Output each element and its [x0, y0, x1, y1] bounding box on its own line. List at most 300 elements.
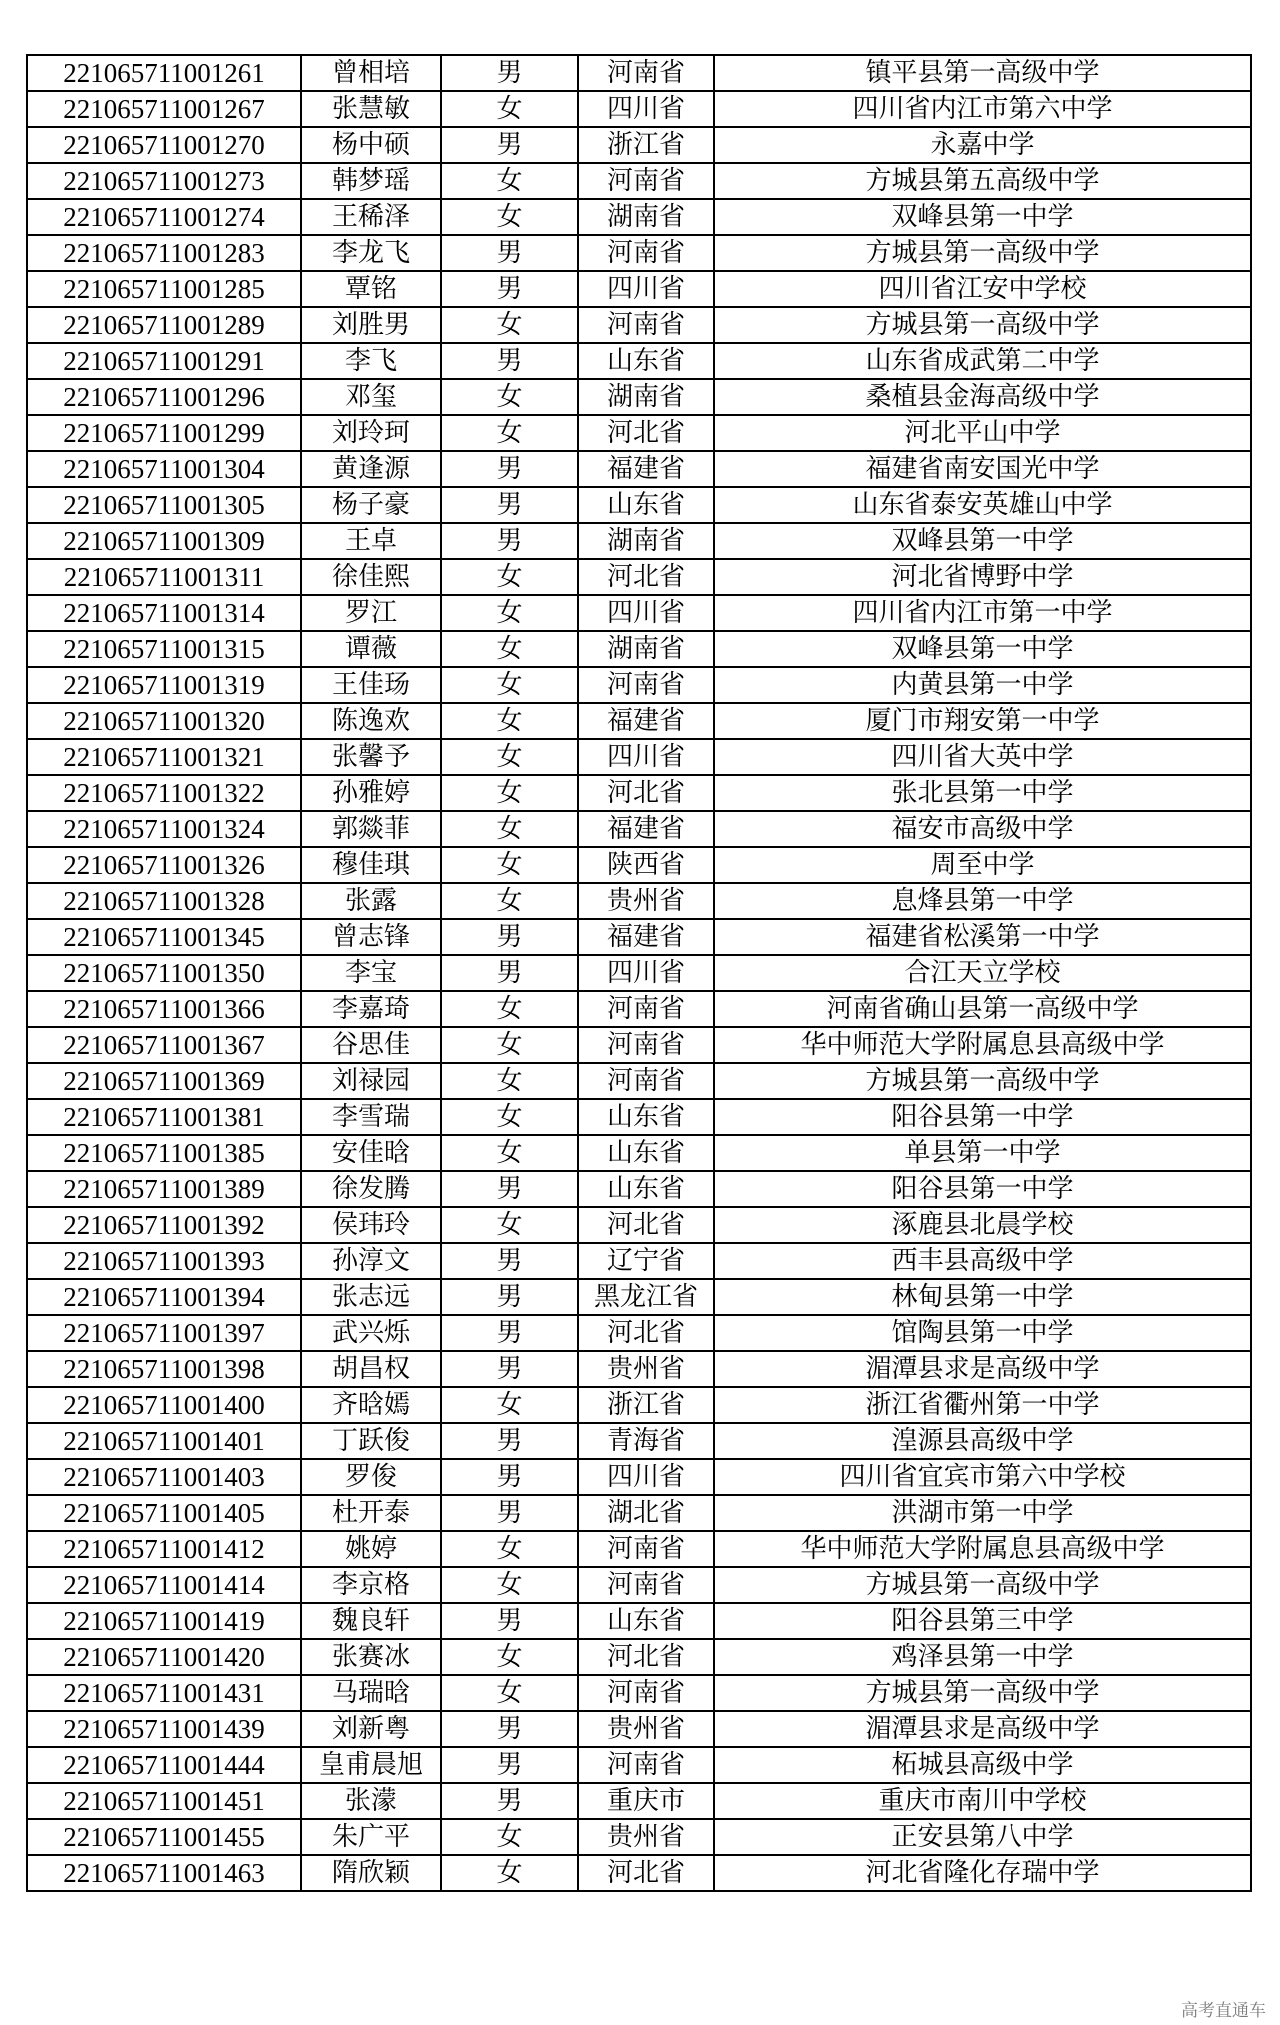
table-row — [27, 1315, 1251, 1351]
school-cell: 正安县第八中学 — [714, 1819, 1251, 1855]
table-row — [27, 811, 1251, 847]
school-cell: 洪湖市第一中学 — [714, 1495, 1251, 1531]
school-cell: 方城县第一高级中学 — [714, 235, 1251, 271]
name-cell: 曾相培 — [301, 55, 441, 91]
exam-id-cell: 221065711001398 — [27, 1351, 301, 1387]
name-cell: 张馨予 — [301, 739, 441, 775]
gender-cell: 男 — [441, 523, 578, 559]
province-cell: 河南省 — [578, 307, 714, 343]
table-row — [27, 775, 1251, 811]
exam-id-cell: 221065711001285 — [27, 271, 301, 307]
table-row — [27, 235, 1251, 271]
gender-cell: 女 — [441, 1207, 578, 1243]
exam-id-cell: 221065711001401 — [27, 1423, 301, 1459]
exam-id-cell: 221065711001389 — [27, 1171, 301, 1207]
province-cell: 河南省 — [578, 1063, 714, 1099]
gender-cell: 男 — [441, 1711, 578, 1747]
school-cell: 阳谷县第三中学 — [714, 1603, 1251, 1639]
school-cell: 馆陶县第一中学 — [714, 1315, 1251, 1351]
table-row — [27, 1603, 1251, 1639]
name-cell: 张露 — [301, 883, 441, 919]
name-cell: 武兴烁 — [301, 1315, 441, 1351]
province-cell: 山东省 — [578, 343, 714, 379]
gender-cell: 女 — [441, 91, 578, 127]
gender-cell: 男 — [441, 1171, 578, 1207]
gender-cell: 女 — [441, 1027, 578, 1063]
exam-id-cell: 221065711001392 — [27, 1207, 301, 1243]
name-cell: 胡昌权 — [301, 1351, 441, 1387]
gender-cell: 男 — [441, 55, 578, 91]
school-cell: 四川省内江市第一中学 — [714, 595, 1251, 631]
province-cell: 河北省 — [578, 1639, 714, 1675]
gender-cell: 男 — [441, 1423, 578, 1459]
school-cell: 厦门市翔安第一中学 — [714, 703, 1251, 739]
gender-cell: 女 — [441, 199, 578, 235]
table-row — [27, 127, 1251, 163]
name-cell: 罗俊 — [301, 1459, 441, 1495]
exam-id-cell: 221065711001299 — [27, 415, 301, 451]
table-row — [27, 379, 1251, 415]
school-cell: 合江天立学校 — [714, 955, 1251, 991]
province-cell: 四川省 — [578, 271, 714, 307]
table-row — [27, 1783, 1251, 1819]
exam-id-cell: 221065711001305 — [27, 487, 301, 523]
exam-id-cell: 221065711001385 — [27, 1135, 301, 1171]
table-row — [27, 1207, 1251, 1243]
exam-id-cell: 221065711001393 — [27, 1243, 301, 1279]
school-cell: 柘城县高级中学 — [714, 1747, 1251, 1783]
province-cell: 山东省 — [578, 1171, 714, 1207]
school-cell: 永嘉中学 — [714, 127, 1251, 163]
gender-cell: 男 — [441, 235, 578, 271]
gender-cell: 女 — [441, 415, 578, 451]
province-cell: 河南省 — [578, 235, 714, 271]
province-cell: 河北省 — [578, 415, 714, 451]
province-cell: 河北省 — [578, 1207, 714, 1243]
name-cell: 张志远 — [301, 1279, 441, 1315]
gender-cell: 男 — [441, 1351, 578, 1387]
table-row — [27, 1063, 1251, 1099]
name-cell: 姚婷 — [301, 1531, 441, 1567]
name-cell: 谷思佳 — [301, 1027, 441, 1063]
province-cell: 贵州省 — [578, 1351, 714, 1387]
gender-cell: 女 — [441, 1387, 578, 1423]
gender-cell: 男 — [441, 1243, 578, 1279]
name-cell: 安佳晗 — [301, 1135, 441, 1171]
table-row — [27, 1747, 1251, 1783]
table-row — [27, 415, 1251, 451]
name-cell: 李龙飞 — [301, 235, 441, 271]
gender-cell: 女 — [441, 307, 578, 343]
table-row — [27, 1279, 1251, 1315]
exam-id-cell: 221065711001304 — [27, 451, 301, 487]
table-row — [27, 919, 1251, 955]
gender-cell: 男 — [441, 451, 578, 487]
table-row — [27, 343, 1251, 379]
gender-cell: 女 — [441, 1099, 578, 1135]
province-cell: 山东省 — [578, 487, 714, 523]
province-cell: 河南省 — [578, 1567, 714, 1603]
name-cell: 郭燚菲 — [301, 811, 441, 847]
exam-id-cell: 221065711001311 — [27, 559, 301, 595]
province-cell: 重庆市 — [578, 1783, 714, 1819]
name-cell: 隋欣颖 — [301, 1855, 441, 1891]
name-cell: 邓玺 — [301, 379, 441, 415]
gender-cell: 女 — [441, 631, 578, 667]
gender-cell: 女 — [441, 1819, 578, 1855]
province-cell: 河南省 — [578, 991, 714, 1027]
province-cell: 河南省 — [578, 667, 714, 703]
exam-id-cell: 221065711001321 — [27, 739, 301, 775]
name-cell: 李京格 — [301, 1567, 441, 1603]
table-row — [27, 1135, 1251, 1171]
name-cell: 侯玮玲 — [301, 1207, 441, 1243]
school-cell: 福安市高级中学 — [714, 811, 1251, 847]
school-cell: 河南省确山县第一高级中学 — [714, 991, 1251, 1027]
name-cell: 谭薇 — [301, 631, 441, 667]
name-cell: 刘禄园 — [301, 1063, 441, 1099]
exam-id-cell: 221065711001267 — [27, 91, 301, 127]
province-cell: 湖南省 — [578, 631, 714, 667]
exam-id-cell: 221065711001309 — [27, 523, 301, 559]
school-cell: 重庆市南川中学校 — [714, 1783, 1251, 1819]
name-cell: 李飞 — [301, 343, 441, 379]
province-cell: 福建省 — [578, 703, 714, 739]
province-cell: 山东省 — [578, 1135, 714, 1171]
gender-cell: 女 — [441, 595, 578, 631]
table-row — [27, 1351, 1251, 1387]
table-row — [27, 487, 1251, 523]
table-row — [27, 1387, 1251, 1423]
exam-id-cell: 221065711001322 — [27, 775, 301, 811]
gender-cell: 女 — [441, 1639, 578, 1675]
gender-cell: 女 — [441, 667, 578, 703]
school-cell: 方城县第一高级中学 — [714, 1063, 1251, 1099]
school-cell: 内黄县第一中学 — [714, 667, 1251, 703]
table-row — [27, 883, 1251, 919]
exam-id-cell: 221065711001419 — [27, 1603, 301, 1639]
school-cell: 方城县第一高级中学 — [714, 1675, 1251, 1711]
school-cell: 福建省松溪第一中学 — [714, 919, 1251, 955]
province-cell: 河北省 — [578, 1855, 714, 1891]
gender-cell: 女 — [441, 1855, 578, 1891]
gender-cell: 女 — [441, 847, 578, 883]
province-cell: 河南省 — [578, 1747, 714, 1783]
province-cell: 河南省 — [578, 1675, 714, 1711]
name-cell: 孙淳文 — [301, 1243, 441, 1279]
name-cell: 朱广平 — [301, 1819, 441, 1855]
table-body — [27, 55, 1251, 1891]
school-cell: 周至中学 — [714, 847, 1251, 883]
exam-id-cell: 221065711001381 — [27, 1099, 301, 1135]
school-cell: 山东省泰安英雄山中学 — [714, 487, 1251, 523]
table-row — [27, 991, 1251, 1027]
exam-id-cell: 221065711001367 — [27, 1027, 301, 1063]
exam-id-cell: 221065711001455 — [27, 1819, 301, 1855]
name-cell: 皇甫晨旭 — [301, 1747, 441, 1783]
table-row — [27, 1495, 1251, 1531]
exam-id-cell: 221065711001291 — [27, 343, 301, 379]
gender-cell: 男 — [441, 919, 578, 955]
table-row — [27, 1531, 1251, 1567]
table-row — [27, 1099, 1251, 1135]
name-cell: 王佳玚 — [301, 667, 441, 703]
exam-id-cell: 221065711001345 — [27, 919, 301, 955]
table-row — [27, 739, 1251, 775]
table-row — [27, 595, 1251, 631]
school-cell: 湄潭县求是高级中学 — [714, 1351, 1251, 1387]
school-cell: 华中师范大学附属息县高级中学 — [714, 1531, 1251, 1567]
province-cell: 河南省 — [578, 1531, 714, 1567]
name-cell: 徐发腾 — [301, 1171, 441, 1207]
table-row — [27, 163, 1251, 199]
gender-cell: 女 — [441, 1531, 578, 1567]
gender-cell: 男 — [441, 343, 578, 379]
gender-cell: 女 — [441, 1675, 578, 1711]
school-cell: 四川省大英中学 — [714, 739, 1251, 775]
table-row — [27, 1711, 1251, 1747]
gender-cell: 男 — [441, 1783, 578, 1819]
table-row — [27, 451, 1251, 487]
school-cell: 桑植县金海高级中学 — [714, 379, 1251, 415]
name-cell: 王卓 — [301, 523, 441, 559]
name-cell: 张赛冰 — [301, 1639, 441, 1675]
table-row — [27, 523, 1251, 559]
exam-id-cell: 221065711001315 — [27, 631, 301, 667]
school-cell: 河北省隆化存瑞中学 — [714, 1855, 1251, 1891]
gender-cell: 男 — [441, 1603, 578, 1639]
table-row — [27, 955, 1251, 991]
gender-cell: 男 — [441, 1747, 578, 1783]
name-cell: 罗江 — [301, 595, 441, 631]
school-cell: 林甸县第一中学 — [714, 1279, 1251, 1315]
name-cell: 李宝 — [301, 955, 441, 991]
gender-cell: 女 — [441, 811, 578, 847]
table-row — [27, 1027, 1251, 1063]
exam-id-cell: 221065711001439 — [27, 1711, 301, 1747]
school-cell: 鸡泽县第一中学 — [714, 1639, 1251, 1675]
province-cell: 湖北省 — [578, 1495, 714, 1531]
name-cell: 王稀泽 — [301, 199, 441, 235]
exam-id-cell: 221065711001270 — [27, 127, 301, 163]
province-cell: 山东省 — [578, 1603, 714, 1639]
exam-id-cell: 221065711001319 — [27, 667, 301, 703]
school-cell: 河北省博野中学 — [714, 559, 1251, 595]
name-cell: 韩梦瑶 — [301, 163, 441, 199]
school-cell: 福建省南安国光中学 — [714, 451, 1251, 487]
table-row — [27, 1675, 1251, 1711]
school-cell: 湄潭县求是高级中学 — [714, 1711, 1251, 1747]
school-cell: 阳谷县第一中学 — [714, 1099, 1251, 1135]
school-cell: 浙江省衢州第一中学 — [714, 1387, 1251, 1423]
gender-cell: 男 — [441, 1459, 578, 1495]
table-row — [27, 91, 1251, 127]
province-cell: 河北省 — [578, 1315, 714, 1351]
table-row — [27, 559, 1251, 595]
province-cell: 河南省 — [578, 55, 714, 91]
exam-id-cell: 221065711001394 — [27, 1279, 301, 1315]
name-cell: 刘玲珂 — [301, 415, 441, 451]
table-row — [27, 1459, 1251, 1495]
gender-cell: 女 — [441, 163, 578, 199]
exam-id-cell: 221065711001320 — [27, 703, 301, 739]
name-cell: 杜开泰 — [301, 1495, 441, 1531]
province-cell: 浙江省 — [578, 127, 714, 163]
name-cell: 马瑞晗 — [301, 1675, 441, 1711]
table-row — [27, 1171, 1251, 1207]
exam-id-cell: 221065711001403 — [27, 1459, 301, 1495]
school-cell: 双峰县第一中学 — [714, 631, 1251, 667]
table-row — [27, 847, 1251, 883]
school-cell: 镇平县第一高级中学 — [714, 55, 1251, 91]
school-cell: 河北平山中学 — [714, 415, 1251, 451]
province-cell: 福建省 — [578, 919, 714, 955]
province-cell: 浙江省 — [578, 1387, 714, 1423]
school-cell: 方城县第五高级中学 — [714, 163, 1251, 199]
gender-cell: 女 — [441, 1567, 578, 1603]
name-cell: 杨中硕 — [301, 127, 441, 163]
table-row — [27, 199, 1251, 235]
exam-id-cell: 221065711001451 — [27, 1783, 301, 1819]
province-cell: 福建省 — [578, 811, 714, 847]
name-cell: 魏良轩 — [301, 1603, 441, 1639]
exam-id-cell: 221065711001431 — [27, 1675, 301, 1711]
exam-id-cell: 221065711001273 — [27, 163, 301, 199]
province-cell: 山东省 — [578, 1099, 714, 1135]
name-cell: 丁跃俊 — [301, 1423, 441, 1459]
table-row — [27, 1423, 1251, 1459]
province-cell: 陕西省 — [578, 847, 714, 883]
gender-cell: 男 — [441, 955, 578, 991]
table-row — [27, 55, 1251, 91]
gender-cell: 女 — [441, 883, 578, 919]
table-row — [27, 1855, 1251, 1891]
table-row — [27, 307, 1251, 343]
name-cell: 黄逢源 — [301, 451, 441, 487]
school-cell: 湟源县高级中学 — [714, 1423, 1251, 1459]
name-cell: 徐佳熙 — [301, 559, 441, 595]
exam-id-cell: 221065711001397 — [27, 1315, 301, 1351]
table-row — [27, 667, 1251, 703]
table-row — [27, 1243, 1251, 1279]
name-cell: 张慧敏 — [301, 91, 441, 127]
gender-cell: 男 — [441, 1495, 578, 1531]
exam-id-cell: 221065711001444 — [27, 1747, 301, 1783]
name-cell: 陈逸欢 — [301, 703, 441, 739]
exam-id-cell: 221065711001369 — [27, 1063, 301, 1099]
gender-cell: 男 — [441, 271, 578, 307]
table-row — [27, 1567, 1251, 1603]
gender-cell: 女 — [441, 559, 578, 595]
name-cell: 穆佳琪 — [301, 847, 441, 883]
exam-id-cell: 221065711001412 — [27, 1531, 301, 1567]
province-cell: 湖南省 — [578, 523, 714, 559]
name-cell: 齐晗嫣 — [301, 1387, 441, 1423]
school-cell: 四川省内江市第六中学 — [714, 91, 1251, 127]
province-cell: 湖南省 — [578, 199, 714, 235]
province-cell: 河南省 — [578, 163, 714, 199]
province-cell: 河北省 — [578, 775, 714, 811]
name-cell: 张濛 — [301, 1783, 441, 1819]
province-cell: 四川省 — [578, 91, 714, 127]
exam-id-cell: 221065711001296 — [27, 379, 301, 415]
exam-id-cell: 221065711001414 — [27, 1567, 301, 1603]
gender-cell: 男 — [441, 487, 578, 523]
exam-id-cell: 221065711001283 — [27, 235, 301, 271]
gender-cell: 女 — [441, 1063, 578, 1099]
watermark: 高考直通车 — [1181, 2001, 1266, 2021]
table-row — [27, 631, 1251, 667]
exam-id-cell: 221065711001326 — [27, 847, 301, 883]
exam-id-cell: 221065711001261 — [27, 55, 301, 91]
school-cell: 阳谷县第一中学 — [714, 1171, 1251, 1207]
exam-id-cell: 221065711001289 — [27, 307, 301, 343]
name-cell: 刘新粤 — [301, 1711, 441, 1747]
name-cell: 刘胜男 — [301, 307, 441, 343]
school-cell: 涿鹿县北晨学校 — [714, 1207, 1251, 1243]
school-cell: 西丰县高级中学 — [714, 1243, 1251, 1279]
gender-cell: 男 — [441, 1279, 578, 1315]
school-cell: 四川省江安中学校 — [714, 271, 1251, 307]
school-cell: 双峰县第一中学 — [714, 523, 1251, 559]
exam-id-cell: 221065711001314 — [27, 595, 301, 631]
school-cell: 双峰县第一中学 — [714, 199, 1251, 235]
province-cell: 贵州省 — [578, 1819, 714, 1855]
gender-cell: 女 — [441, 1135, 578, 1171]
name-cell: 杨子豪 — [301, 487, 441, 523]
province-cell: 河北省 — [578, 559, 714, 595]
name-cell: 覃铭 — [301, 271, 441, 307]
province-cell: 四川省 — [578, 955, 714, 991]
province-cell: 四川省 — [578, 739, 714, 775]
exam-id-cell: 221065711001274 — [27, 199, 301, 235]
school-cell: 方城县第一高级中学 — [714, 307, 1251, 343]
province-cell: 贵州省 — [578, 883, 714, 919]
gender-cell: 男 — [441, 1315, 578, 1351]
province-cell: 四川省 — [578, 1459, 714, 1495]
province-cell: 贵州省 — [578, 1711, 714, 1747]
student-list-table-container — [26, 54, 1250, 1892]
table-row — [27, 1639, 1251, 1675]
province-cell: 黑龙江省 — [578, 1279, 714, 1315]
gender-cell: 女 — [441, 775, 578, 811]
gender-cell: 女 — [441, 703, 578, 739]
gender-cell: 女 — [441, 991, 578, 1027]
province-cell: 四川省 — [578, 595, 714, 631]
school-cell: 息烽县第一中学 — [714, 883, 1251, 919]
gender-cell: 男 — [441, 127, 578, 163]
name-cell: 曾志锋 — [301, 919, 441, 955]
student-list-table — [26, 54, 1252, 1892]
exam-id-cell: 221065711001350 — [27, 955, 301, 991]
school-cell: 方城县第一高级中学 — [714, 1567, 1251, 1603]
exam-id-cell: 221065711001328 — [27, 883, 301, 919]
exam-id-cell: 221065711001405 — [27, 1495, 301, 1531]
school-cell: 山东省成武第二中学 — [714, 343, 1251, 379]
province-cell: 福建省 — [578, 451, 714, 487]
province-cell: 河南省 — [578, 1027, 714, 1063]
province-cell: 辽宁省 — [578, 1243, 714, 1279]
table-row — [27, 1819, 1251, 1855]
table-row — [27, 703, 1251, 739]
gender-cell: 女 — [441, 739, 578, 775]
exam-id-cell: 221065711001420 — [27, 1639, 301, 1675]
school-cell: 张北县第一中学 — [714, 775, 1251, 811]
name-cell: 李嘉琦 — [301, 991, 441, 1027]
name-cell: 李雪瑞 — [301, 1099, 441, 1135]
province-cell: 湖南省 — [578, 379, 714, 415]
exam-id-cell: 221065711001366 — [27, 991, 301, 1027]
